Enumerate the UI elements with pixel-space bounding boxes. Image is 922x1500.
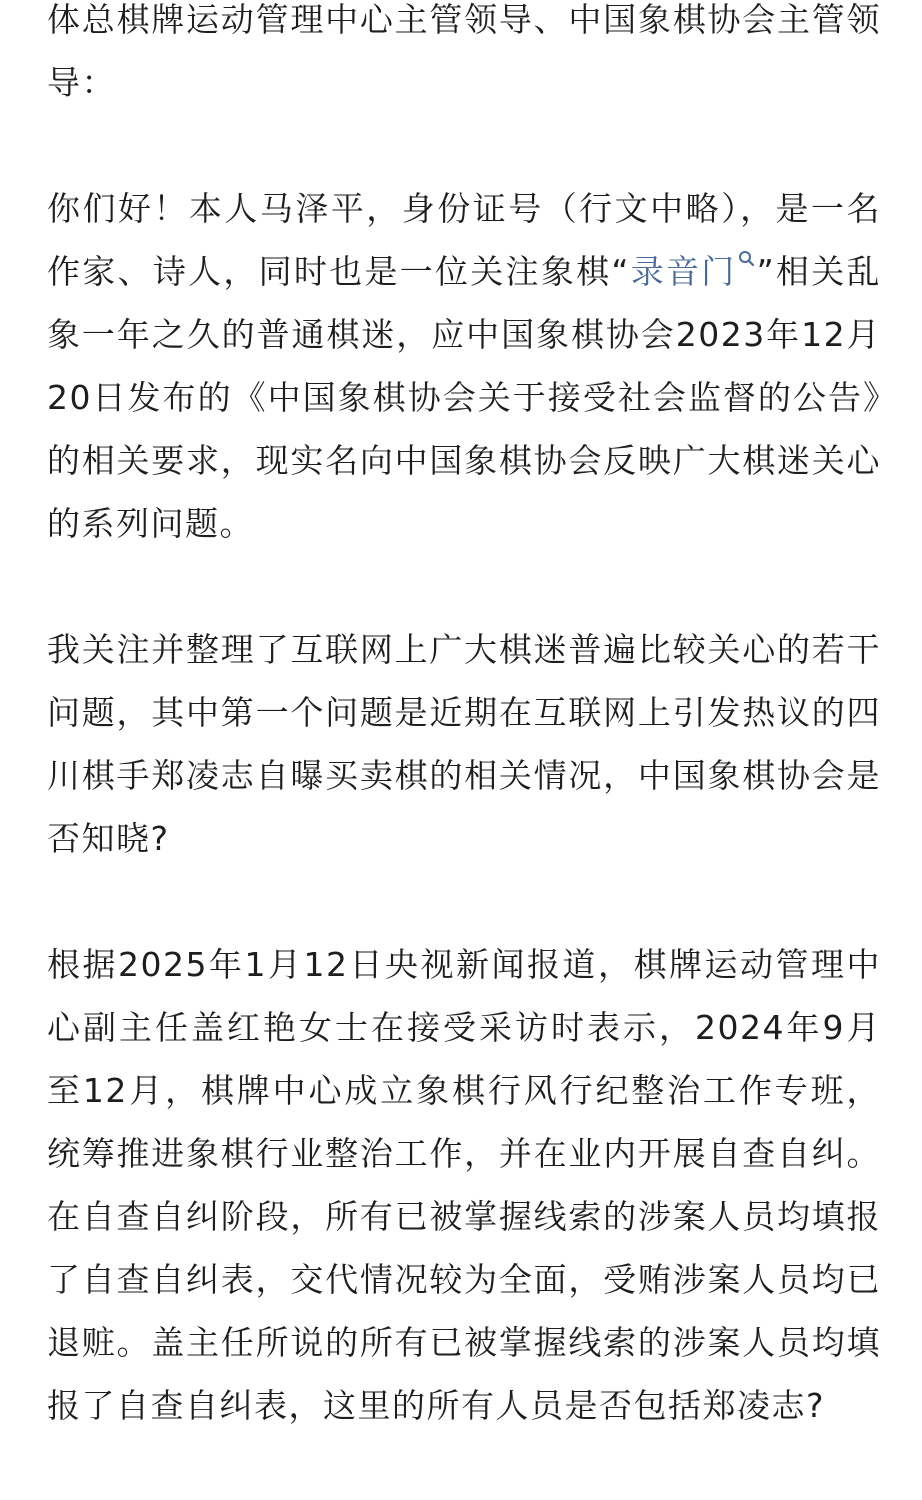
- article-body: [47, 0, 881, 1500]
- paragraph-news-report: 根据2025年1月12日央视新闻报道，棋牌运动管理中心副主任盖红艳女士在接受采访时表示，2024年9月至12月，棋牌中心成立象棋行风行纪整治工作专班，统筹推进象棋行业整治工作，并在业内开展自查自纠。在自查自纠阶段，所有已被掌握线索的涉案人员均填报了自查自纠表，交代情况较为全面，受贿涉案人员均已退赃。盖主任所说的所有已被掌握线索的涉案人员均填报了自查自纠表，这里的所有人员是否包括郑凌志?: [47, 945, 881, 1425]
- search-link-recording-gate[interactable]: 录音门: [629, 252, 737, 291]
- paragraph-intro-text-after: ”相关乱象一年之久的普通棋迷，应中国象棋协会2023年12月20日发布的《中国象棋协会关于接受社会监督的公告》的相关要求，现实名向中国象棋协会反映广大棋迷关心的系列问题。: [47, 252, 881, 543]
- search-icon[interactable]: [738, 250, 756, 270]
- paragraph-salutation: 体总棋牌运动管理中心主管领导、中国象棋协会主管领导：: [47, 0, 881, 102]
- paragraph-question-one: 我关注并整理了互联网上广大棋迷普遍比较关心的若干问题，其中第一个问题是近期在互联网上引发热议的四川棋手郑凌志自曝买卖棋的相关情况，中国象棋协会是否知晓?: [47, 630, 881, 858]
- paragraph-intro-text-before: 你们好！本人马泽平，身份证号（行文中略），是一名作家、诗人，同时也是一位关注象棋“: [47, 189, 881, 291]
- paragraph-introduction: [47, 177, 881, 555]
